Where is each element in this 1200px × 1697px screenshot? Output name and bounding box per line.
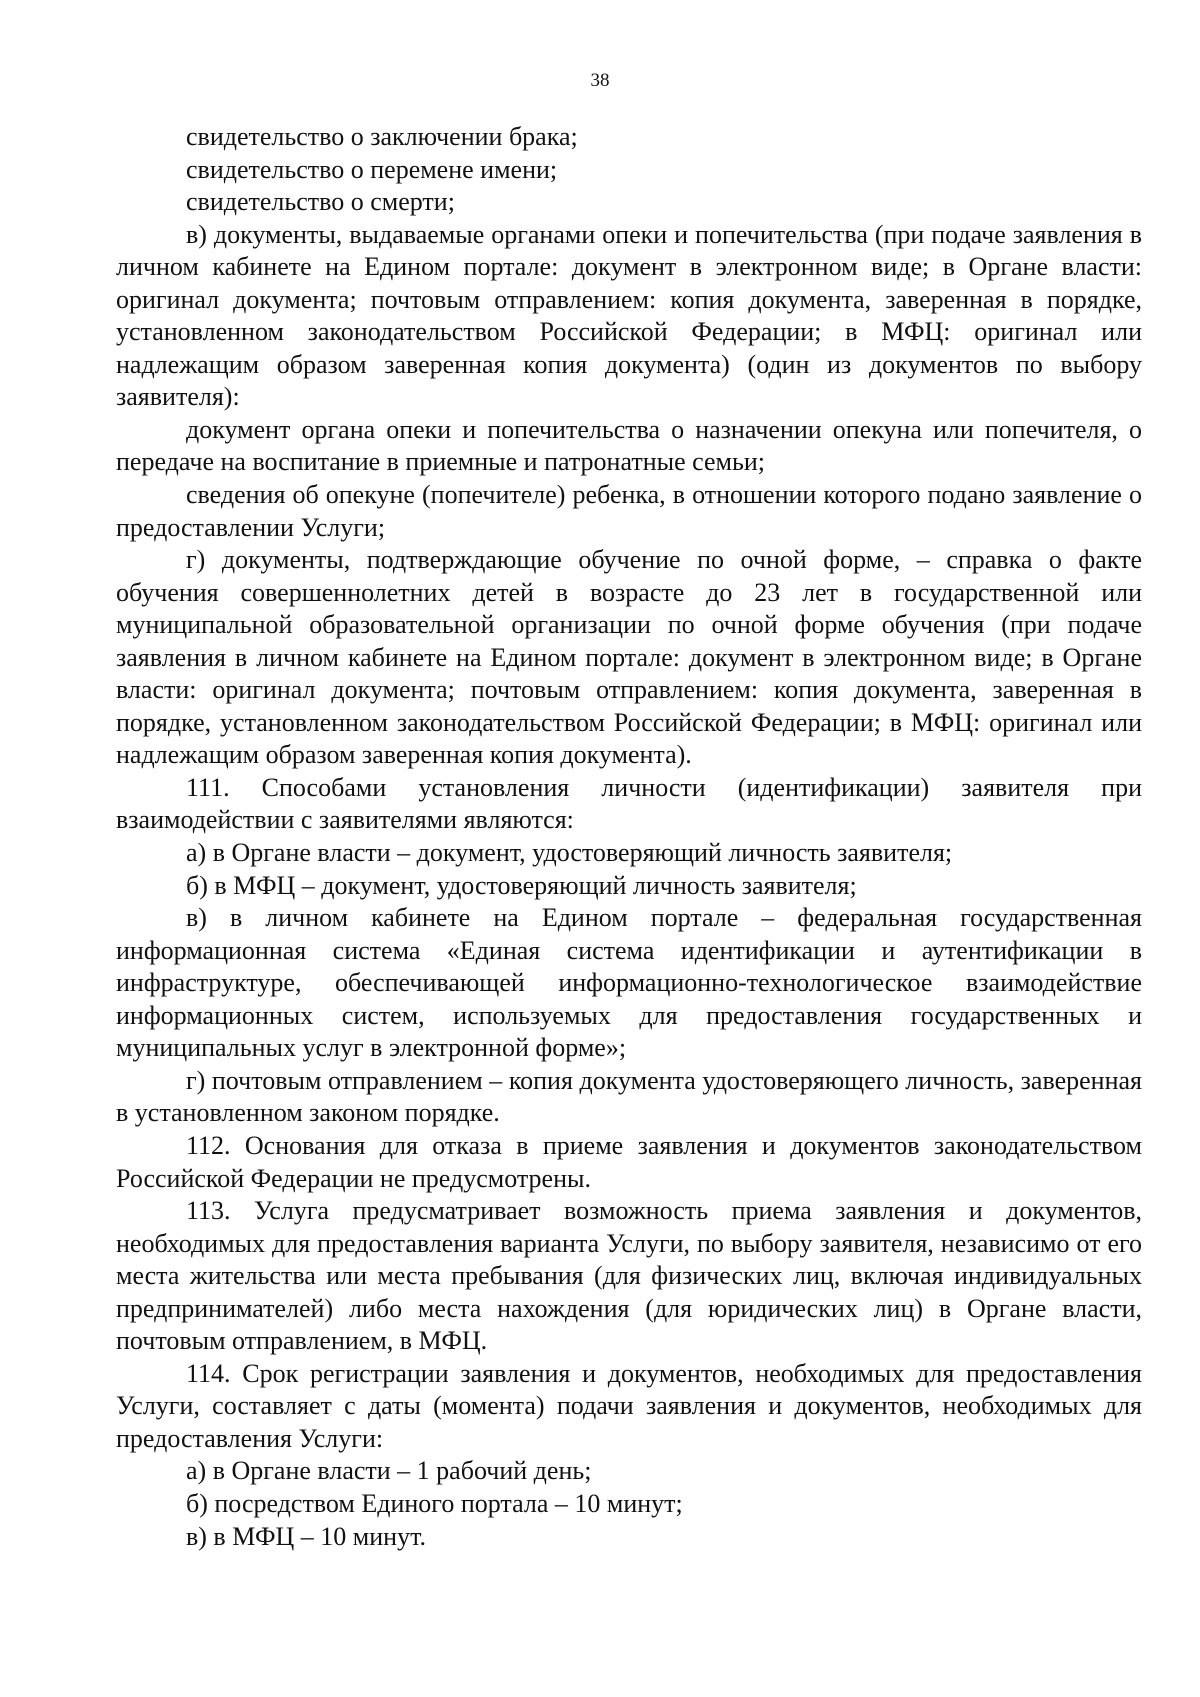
page-number: 38 — [590, 70, 610, 91]
list-item-114-v: в) в МФЦ – 10 минут. — [186, 1521, 426, 1551]
paragraph-114: 114. Срок регистрации заявления и документов, необходимых для предоставления Услуги, составляет с даты (момента) подачи заявления и документов, необходимых для предоставления Услуги: — [116, 1358, 1142, 1453]
list-item-114-a: а) в Органе власти – 1 рабочий день; — [186, 1456, 592, 1486]
list-item-guardianship-decision: документ органа опеки и попечительства о назначении опекуна или попечителя, о передаче на воспитание в приемные и патронатные семьи; — [116, 414, 1142, 477]
paragraph-113: 113. Услуга предусматривает возможность приема заявления и документов, необходимых для предоставления варианта Услуги, по выбору заявителя, независимо от его места жительства или места пребывания (для физических лиц, включая индивидуальных предпринимателей) либо места нахождения (для юридических лиц) в Органе власти, почтовым отправлением, в МФЦ. — [116, 1196, 1142, 1356]
paragraph-112: 112. Основания для отказа в приеме заявления и документов законодательством Российской Федерации не предусмотрены. — [116, 1130, 1142, 1193]
list-item-guardian-info: сведения об опекуне (попечителе) ребенка, в отношении которого подано заявление о предоставлении Услуги; — [116, 480, 1142, 542]
list-item-111-b: б) в МФЦ – документ, удостоверяющий личность заявителя; — [186, 870, 857, 900]
list-item-114-b: б) посредством Единого портала – 10 минут; — [186, 1488, 683, 1518]
list-item-marriage-certificate: свидетельство о заключении брака; — [186, 122, 578, 151]
paragraph-111: 111. Способами установления личности (идентификации) заявителя при взаимодействии с заявителями являются: — [116, 772, 1142, 835]
paragraph-full-time-study-documents: г) документы, подтверждающие обучение по очной форме, – справка о факте обучения совершеннолетних детей в возрасте до 23 лет в государственной или муниципальной образовательной организации по очной форме обучения (при подаче заявления в личном кабинете на Едином портале: документ в электронном виде; в Органе власти: оригинал документа; почтовым отправлением: копия документа, заверенная в порядке, установленном законодательством Российской Федерации; в МФЦ: оригинал или надлежащим образом заверенная копия документа). — [116, 545, 1142, 770]
list-item-name-change-certificate: свидетельство о перемене имени; — [186, 154, 558, 184]
paragraph-guardianship-documents: в) документы, выдаваемые органами опеки и попечительства (при подаче заявления в личном кабинете на Едином портале: документ в электронном виде; в Органе власти: оригинал документа; почтовым отправлением: копия документа, заверенная в порядке, установленном законодательством Российской Федерации; в МФЦ: оригинал или надлежащим образом заверенная копия документа) (один из документов по выбору заявителя): — [116, 219, 1142, 412]
document-body — [116, 121, 1142, 1553]
list-item-111-g: г) почтовым отправлением – копия документа удостоверяющего личность, заверенная в установленном законом порядке. — [116, 1065, 1142, 1128]
list-item-death-certificate: свидетельство о смерти; — [186, 187, 455, 217]
list-item-111-a: а) в Органе власти – документ, удостоверяющий личность заявителя; — [186, 838, 953, 868]
list-item-111-v: в) в личном кабинете на Едином портале – федеральная государственная информационная система «Единая система идентификации и аутентификации в инфраструктуре, обеспечивающей информационно-технологическое взаимодействие информационных систем, используемых для предоставления государственных и муниципальных услуг в электронной форме»; — [116, 903, 1142, 1063]
